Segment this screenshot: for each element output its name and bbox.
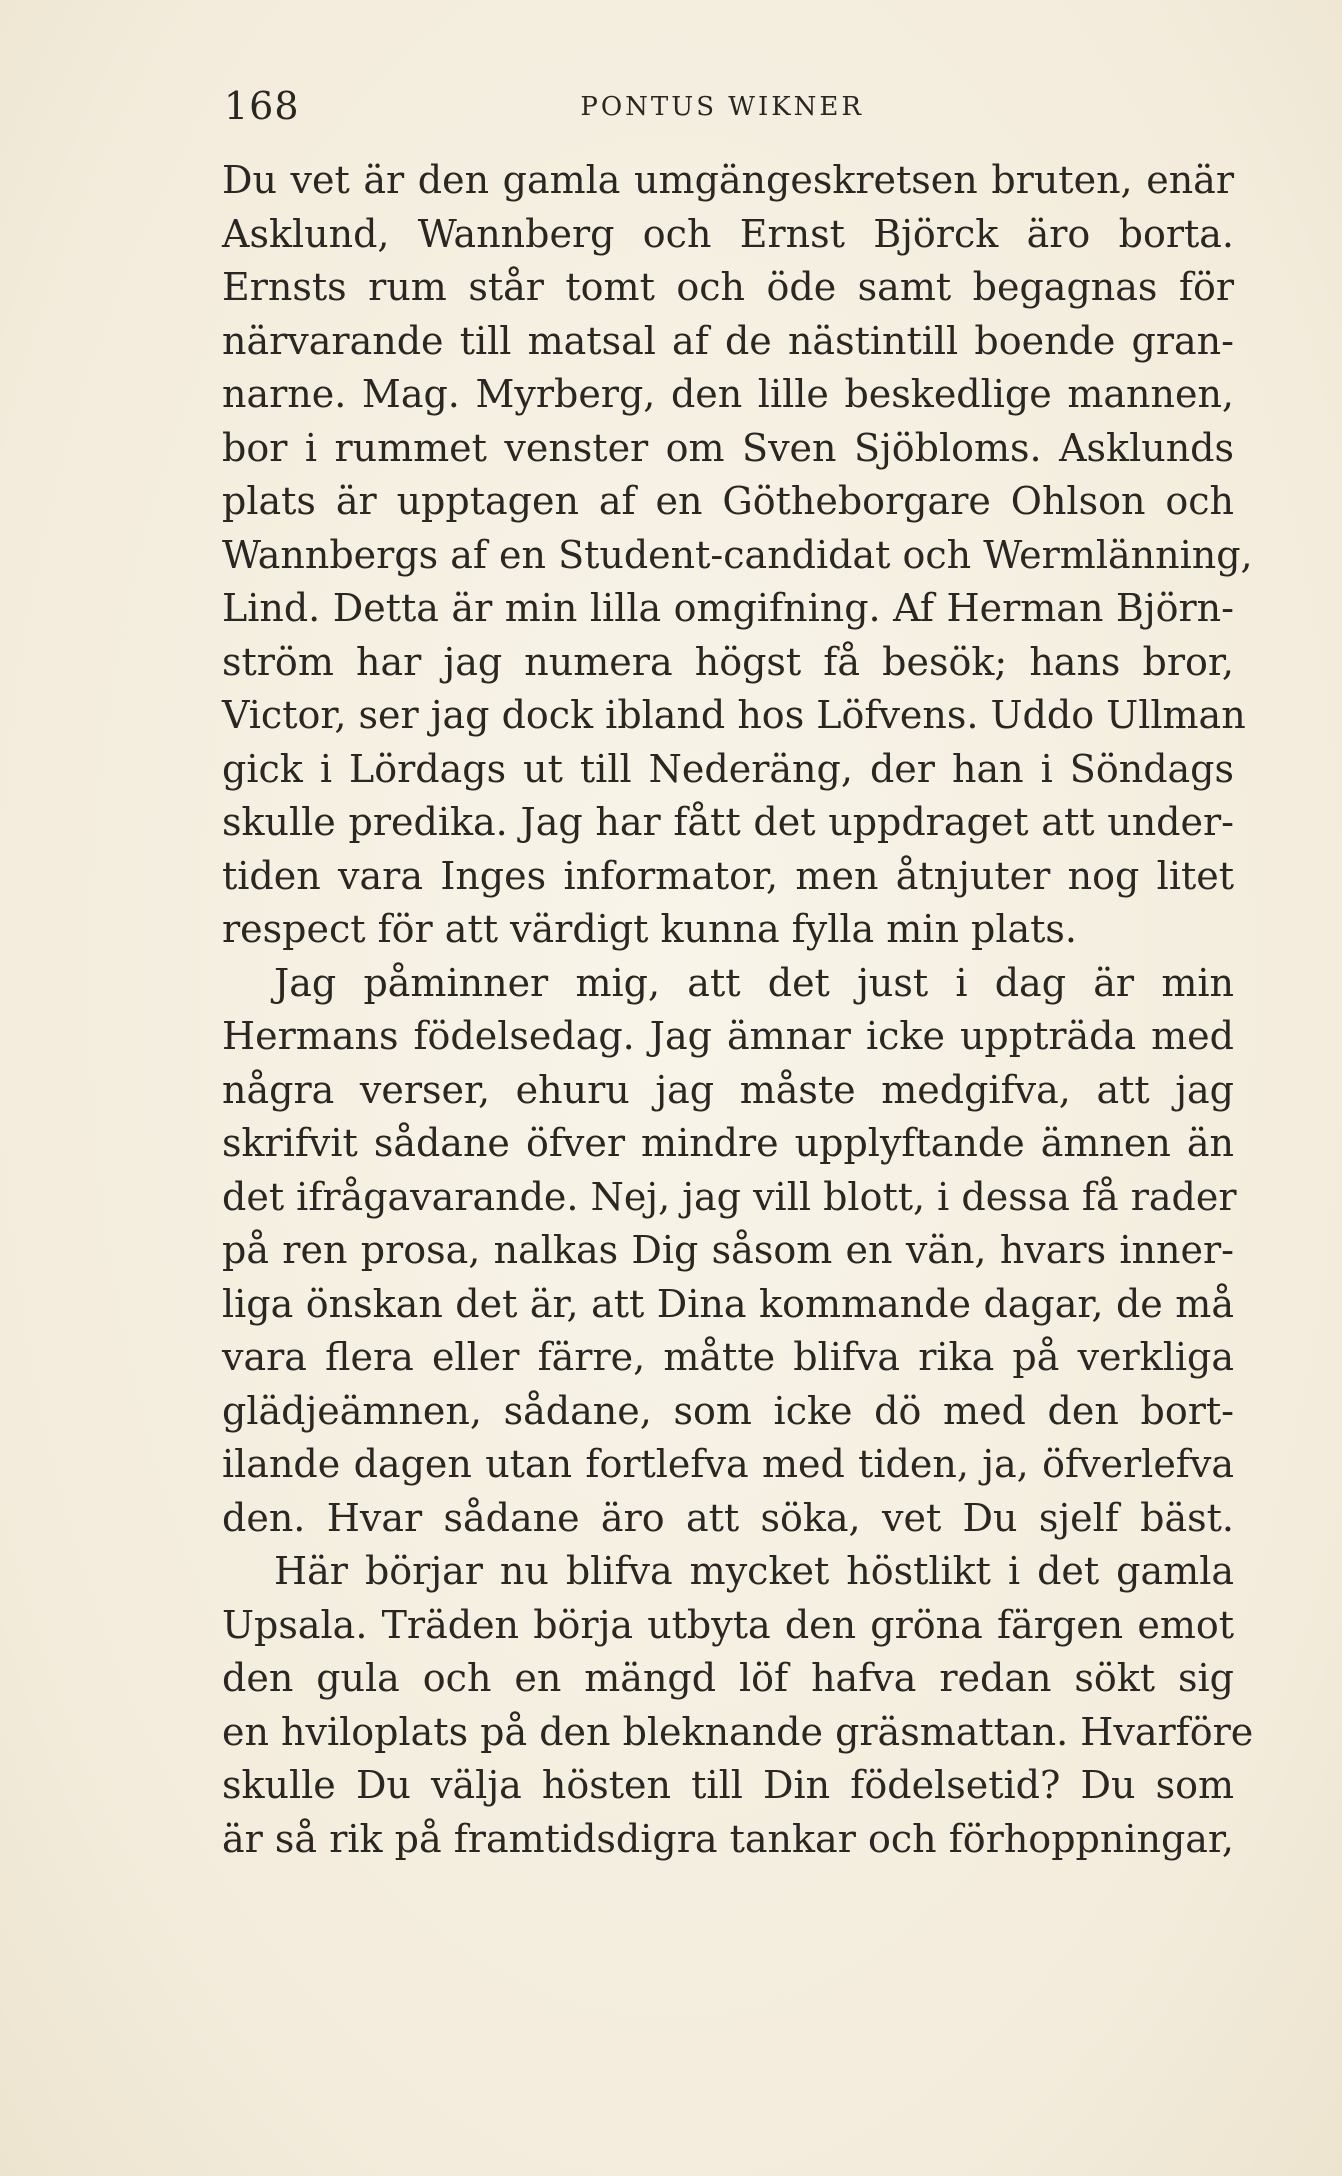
text-line: Ernsts rum står tomt och öde samt begagnas för bbox=[222, 265, 1234, 309]
text-line: Hermans födelsedag. Jag ämnar icke uppträda med bbox=[222, 1014, 1234, 1058]
text-line: glädjeämnen, sådane, som icke dö med den bort- bbox=[222, 1388, 1234, 1433]
text-line: bor i rummet venster om Sven Sjöbloms. Asklunds bbox=[222, 425, 1234, 470]
text-line: är så rik på framtidsdigra tankar och förhoppningar, bbox=[222, 1816, 1234, 1861]
text-line: på ren prosa, nalkas Dig såsom en vän, hvars inner- bbox=[222, 1228, 1234, 1272]
text-line: Asklund, Wannberg och Ernst Björck äro borta. bbox=[222, 211, 1234, 256]
text-line: narne. Mag. Myrberg, den lille beskedlige mannen, bbox=[222, 372, 1234, 416]
text-line: Jag påminner mig, att det just i dag är min bbox=[274, 960, 1234, 1005]
text-line: gick i Lördags ut till Nederäng, der han i Söndags bbox=[222, 746, 1234, 791]
text-line: plats är upptagen af en Götheborgare Ohlson och bbox=[222, 479, 1234, 523]
text-line: vara flera eller färre, måtte blifva rika på verkliga bbox=[222, 1335, 1234, 1379]
text-line: ström har jag numera högst få besök; hans bror, bbox=[222, 639, 1234, 684]
text-line: Lind. Detta är min lilla omgifning. Af Herman Björn- bbox=[222, 586, 1234, 630]
text-line: närvarande till matsal af de nästintill boende gran- bbox=[222, 318, 1234, 363]
text-line: skulle Du välja hösten till Din födelsetid? Du som bbox=[222, 1763, 1234, 1807]
text-line: det ifrågavarande. Nej, jag vill blott, i dessa få rader bbox=[222, 1174, 1237, 1219]
text-line: Här börjar nu blifva mycket höstlikt i det gamla bbox=[274, 1549, 1234, 1593]
text-line: den. Hvar sådane äro att söka, vet Du sjelf bäst. bbox=[222, 1495, 1234, 1540]
text-line: ilande dagen utan fortlefva med tiden, ja, öfverlefva bbox=[222, 1442, 1234, 1486]
text-line: tiden vara Inges informator, men åtnjuter nog litet bbox=[222, 853, 1234, 898]
text-line: den gula och en mängd löf hafva redan sökt sig bbox=[222, 1656, 1234, 1700]
page-header bbox=[224, 84, 1234, 134]
text-line: respect för att värdigt kunna fylla min plats. bbox=[222, 907, 1077, 951]
text-line: Upsala. Träden börja utbyta den gröna färgen emot bbox=[222, 1602, 1234, 1647]
text-line: skrifvit sådane öfver mindre upplyftande ämnen än bbox=[222, 1121, 1234, 1165]
body-text bbox=[222, 154, 1254, 1866]
text-line: några verser, ehuru jag måste medgifva, att jag bbox=[222, 1067, 1234, 1112]
text-line: Du vet är den gamla umgängeskretsen bruten, enär bbox=[222, 158, 1234, 202]
text-line: skulle predika. Jag har fått det uppdraget att under- bbox=[222, 800, 1234, 844]
text-line: en hviloplats på den bleknande gräsmattan. Hvarföre bbox=[222, 1709, 1254, 1754]
text-line: Wannbergs af en Student-candidat och Wermlänning, bbox=[222, 532, 1253, 577]
text-line: Victor, ser jag dock ibland hos Löfvens. Uddo Ullman bbox=[222, 693, 1246, 737]
page-number: 168 bbox=[224, 84, 300, 128]
running-title: PONTUS WIKNER bbox=[580, 92, 864, 122]
text-line: liga önskan det är, att Dina kommande dagar, de må bbox=[222, 1281, 1234, 1326]
